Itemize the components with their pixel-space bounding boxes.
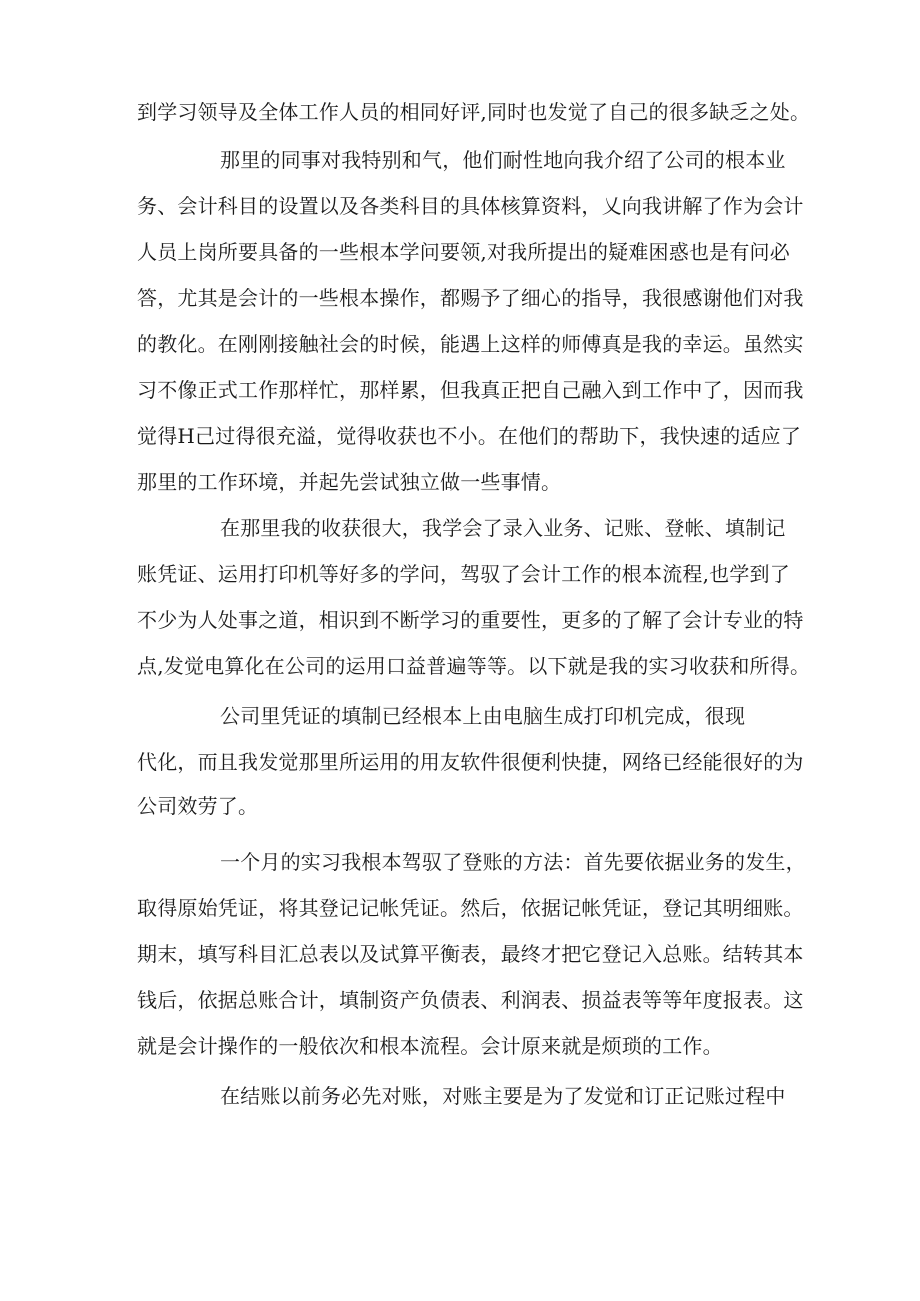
text-line-20: 钱后，依据总账合计，填制资产负债表、利润表、损益表等等年度报表。这 (137, 988, 804, 1012)
text-line-5: 答，尤其是会计的一些根本操作，都赐予了细心的指导，我很感谢他们对我 (137, 286, 804, 310)
text-line-22: 在结账以前务必先对账，对账主要是为了发觉和订正记账过程中 (220, 1084, 786, 1108)
text-line-19: 期末，填写科目汇总表以及试算平衡表，最终才把它登记入总账。结转其本 (137, 942, 804, 966)
text-line-4: 人员上岗所要具备的一些根本学问要领,对我所提出的疑难困惑也是有问必 (137, 240, 790, 264)
text-line-10: 在那里我的收获很大，我学会了录入业务、记账、登帐、填制记 (220, 516, 786, 540)
text-line-18: 取得原始凭证，将其登记记帐凭证。然后，依据记帐凭证，登记其明细账。 (137, 896, 804, 920)
text-line-7: 习不像正式工作那样忙，那样累，但我真正把自己融入到工作中了，因而我 (137, 378, 804, 402)
text-line-16: 公司效劳了。 (137, 794, 259, 818)
text-line-17: 一个月的实习我根本驾驭了登账的方法：首先要依据业务的发生， (220, 850, 806, 874)
text-line-13: 点,发觉电算化在公司的运用口益普遍等等。以下就是我的实习收获和所得。 (137, 654, 811, 678)
text-line-6: 的教化。在刚刚接触社会的时候，能遇上这样的师傅真是我的幸运。虽然实 (137, 332, 804, 356)
text-line-1: 到学习领导及全体工作人员的相同好评,同时也发觉了自己的很多缺乏之处。 (137, 100, 811, 124)
text-line-2: 那里的同事对我特别和气，他们耐性地向我介绍了公司的根本业 (220, 148, 786, 172)
text-line-14: 公司里凭证的填制已经根本上由电脑生成打印机完成，很现 (220, 704, 746, 728)
text-line-9: 那里的工作环境，并起先尝试独立做一些事情。 (137, 470, 562, 494)
text-line-8: 觉得H己过得很充溢，觉得收获也不小。在他们的帮助下，我快速的适应了 (137, 424, 802, 448)
text-line-11: 账凭证、运用打印机等好多的学问，驾驭了会计工作的根本流程,也学到了 (137, 562, 790, 586)
text-line-12: 不少为人处事之道，相识到不断学习的重要性，更多的了解了会计专业的特 (137, 608, 804, 632)
text-line-3: 务、会计科目的设置以及各类科目的具体核算资料，乂向我讲解了作为会计 (137, 194, 804, 218)
text-line-15: 代化，而且我发觉那里所运用的用友软件很便利快捷，网络已经能很好的为 (137, 750, 804, 774)
text-line-21: 就是会计操作的一般依次和根本流程。会计原来就是烦琐的工作。 (137, 1034, 723, 1058)
